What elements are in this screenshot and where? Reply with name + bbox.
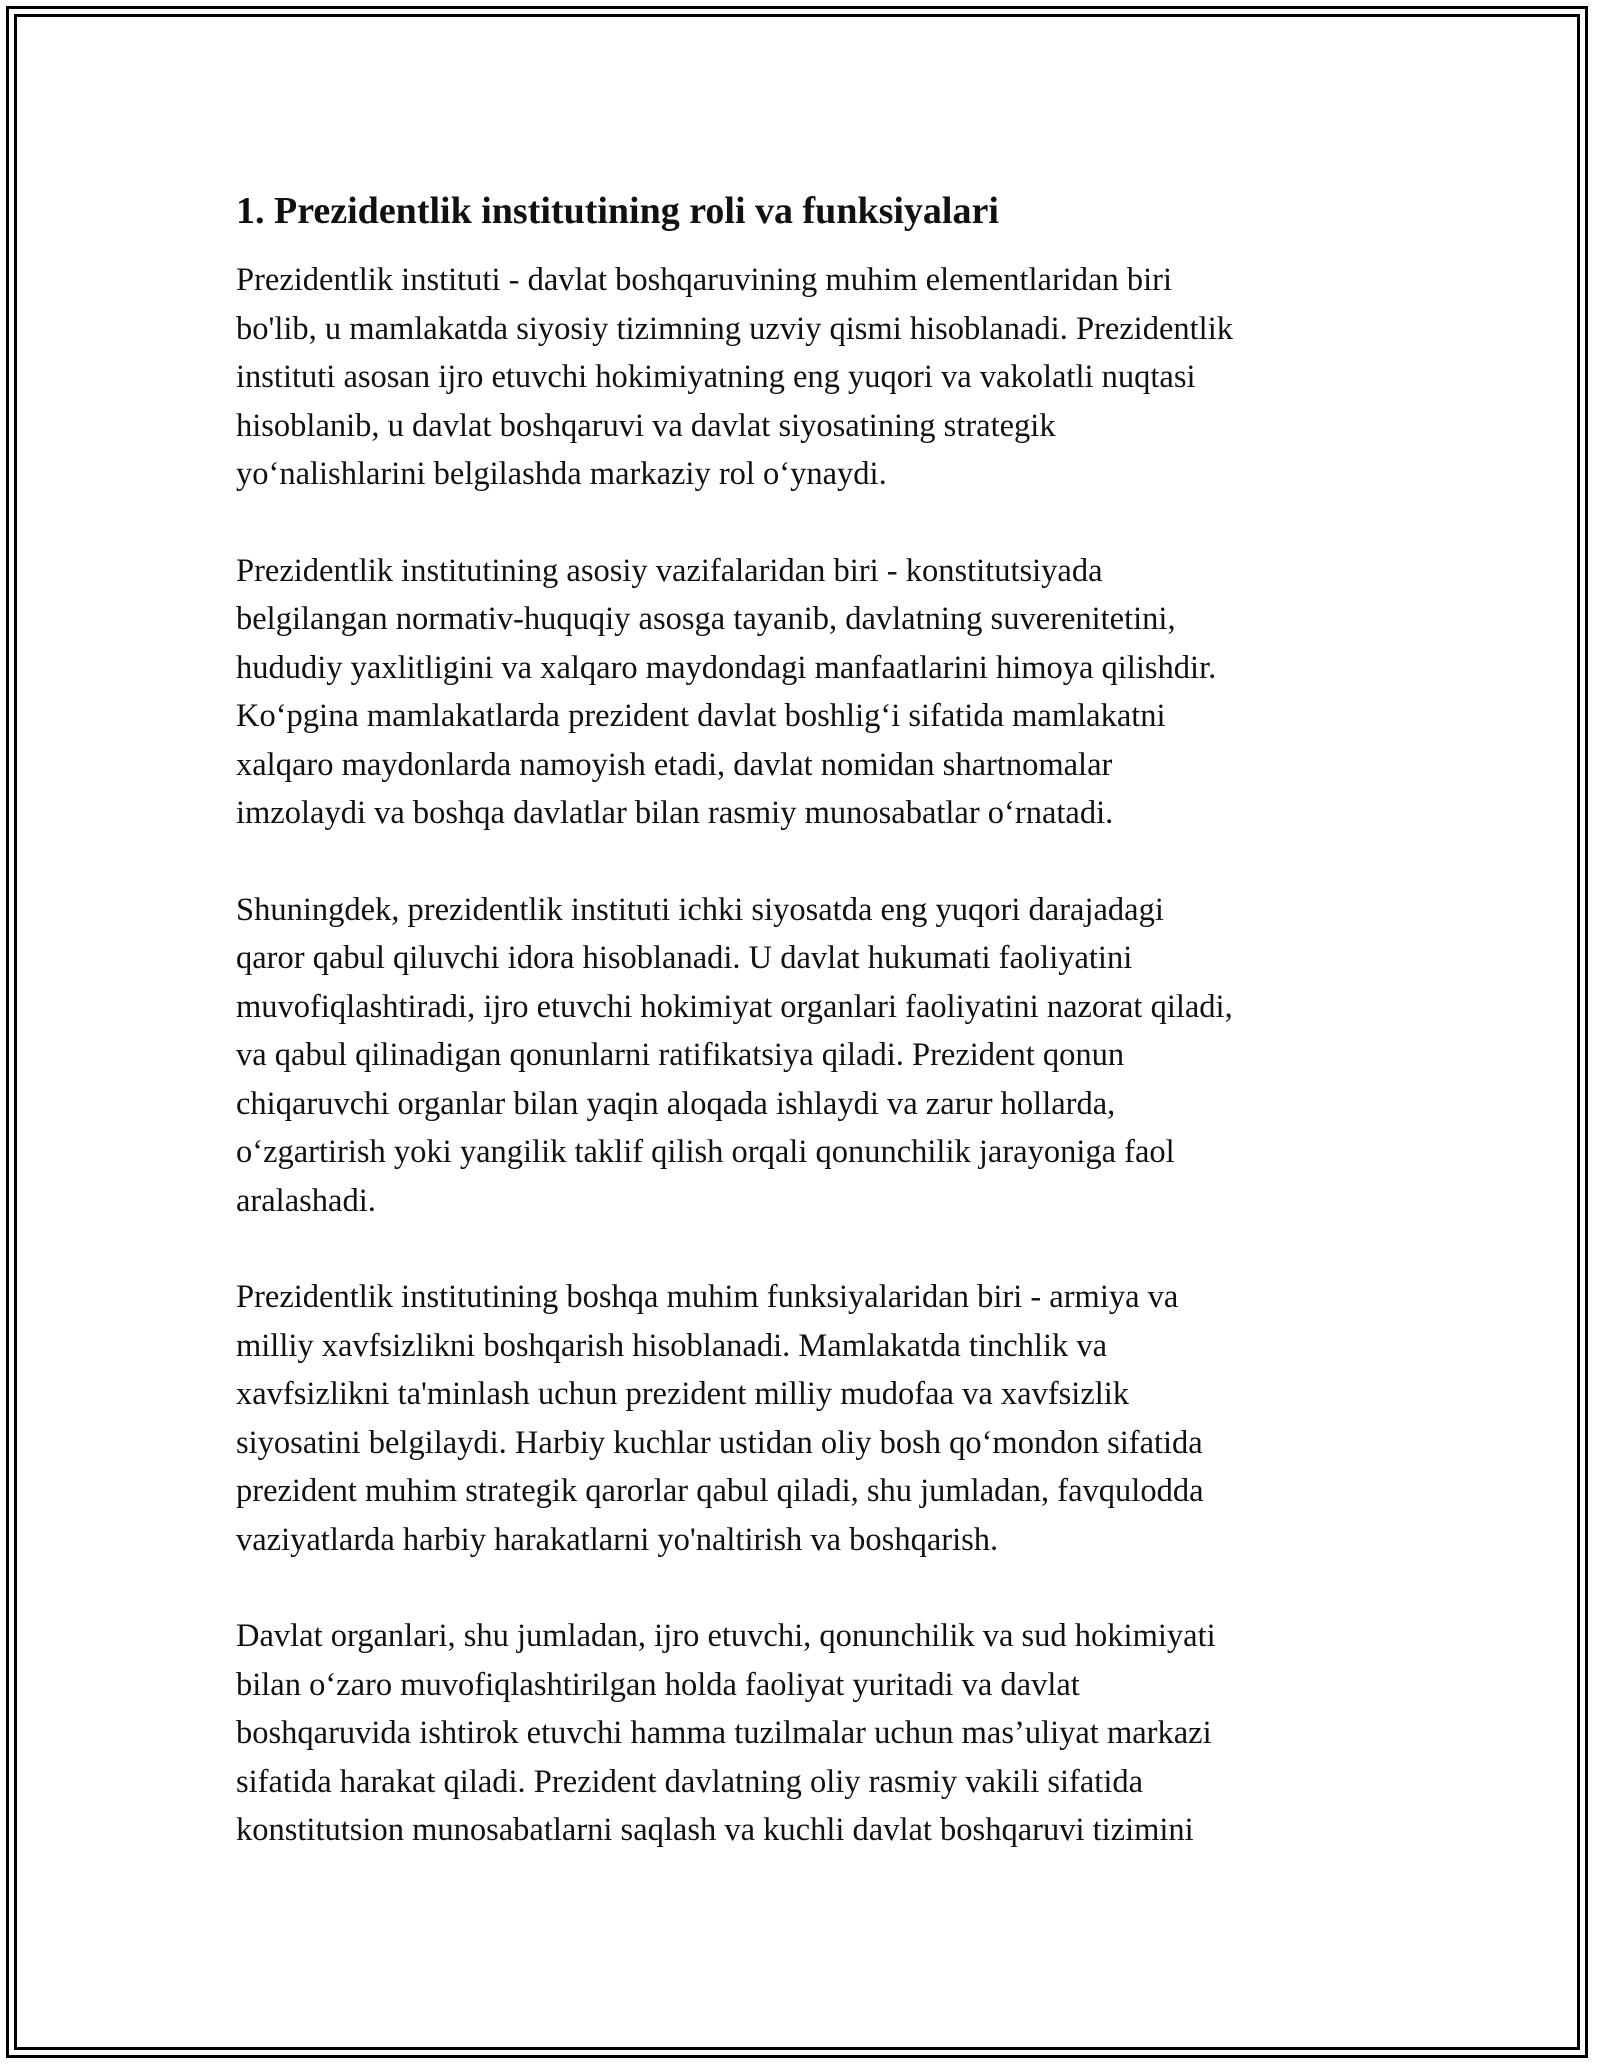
text-line: o‘zgartirish yoki yangilik taklif qilish orqali qonunchilik jarayoniga faol [236, 1134, 1175, 1170]
text-line: Prezidentlik instituti - davlat boshqaruvining muhim elementlaridan biri [236, 262, 1172, 298]
paragraph-3 [236, 886, 1386, 1226]
text-line: va qabul qilinadigan qonunlarni ratifikatsiya qiladi. Prezident qonun [236, 1037, 1125, 1073]
text-line: hisoblanib, u davlat boshqaruvi va davlat siyosatining strategik [236, 407, 1056, 444]
text-line: aralashadi. [236, 1182, 376, 1219]
text-line: hududiy yaxlitligini va xalqaro maydondagi manfaatlarini himoya qilishdir. [236, 649, 1217, 686]
text-line: siyosatini belgilaydi. Harbiy kuchlar ustidan oliy bosh qo‘mondon sifatida [236, 1424, 1203, 1461]
text-line: prezident muhim strategik qarorlar qabul qiladi, shu jumladan, favqulodda [236, 1473, 1204, 1509]
text-line: boshqaruvida ishtirok etuvchi hamma tuzilmalar uchun mas’uliyat markazi [236, 1715, 1212, 1751]
section-heading: 1. Prezidentlik institutining roli va funksiyalari [236, 190, 999, 232]
text-line: yo‘nalishlarini belgilashda markaziy rol o‘ynaydi. [236, 456, 887, 492]
paragraph-4 [236, 1273, 1386, 1564]
text-line: vaziyatlarda harbiy harakatlarni yo'naltirish va boshqarish. [236, 1521, 999, 1558]
text-line: milliy xavfsizlikni boshqarish hisoblanadi. Mamlakatda tinchlik va [236, 1327, 1108, 1364]
document-body [236, 186, 1386, 1903]
text-line: Prezidentlik institutining asosiy vazifalaridan biri - konstitutsiyada [236, 552, 1103, 589]
text-line: konstitutsion munosabatlarni saqlash va kuchli davlat boshqaruvi tizimini [236, 1812, 1194, 1848]
text-line: xavfsizlikni ta'minlash uchun prezident milliy mudofaa va xavfsizlik [236, 1376, 1130, 1412]
text-line: xalqaro maydonlarda namoyish etadi, davlat nomidan shartnomalar [236, 746, 1113, 783]
text-line: Ko‘pgina mamlakatlarda prezident davlat boshlig‘i sifatida mamlakatni [236, 698, 1166, 734]
paragraph-2 [236, 547, 1386, 838]
text-line: qaror qabul qiluvchi idora hisoblanadi. U davlat hukumati faoliyatini [236, 940, 1133, 976]
text-line: bilan o‘zaro muvofiqlashtirilgan holda faoliyat yuritadi va davlat [236, 1666, 1080, 1703]
text-line: bo'lib, u mamlakatda siyosiy tizimning uzviy qismi hisoblanadi. Prezidentlik [236, 310, 1233, 347]
text-line: muvofiqlashtiradi, ijro etuvchi hokimiyat organlari faoliyatini nazorat qiladi, [236, 988, 1233, 1025]
text-line: imzolaydi va boshqa davlatlar bilan rasmiy munosabatlar o‘rnatadi. [236, 795, 1114, 831]
text-line: instituti asosan ijro etuvchi hokimiyatning eng yuqori va vakolatli nuqtasi [236, 359, 1196, 395]
paragraph-1 [236, 256, 1386, 499]
paragraph-5 [236, 1612, 1386, 1855]
text-line: sifatida harakat qiladi. Prezident davlatning oliy rasmiy vakili sifatida [236, 1763, 1144, 1800]
text-line: Davlat organlari, shu jumladan, ijro etuvchi, qonunchilik va sud hokimiyati [236, 1618, 1216, 1654]
text-line: belgilangan normativ-huquqiy asosga tayanib, davlatning suverenitetini, [236, 601, 1176, 637]
text-line: Prezidentlik institutining boshqa muhim funksiyalaridan biri - armiya va [236, 1279, 1179, 1315]
text-line: Shuningdek, prezidentlik instituti ichki siyosatda eng yuqori darajadagi [236, 891, 1164, 928]
text-line: chiqaruvchi organlar bilan yaqin aloqada ishlaydi va zarur hollarda, [236, 1085, 1116, 1122]
